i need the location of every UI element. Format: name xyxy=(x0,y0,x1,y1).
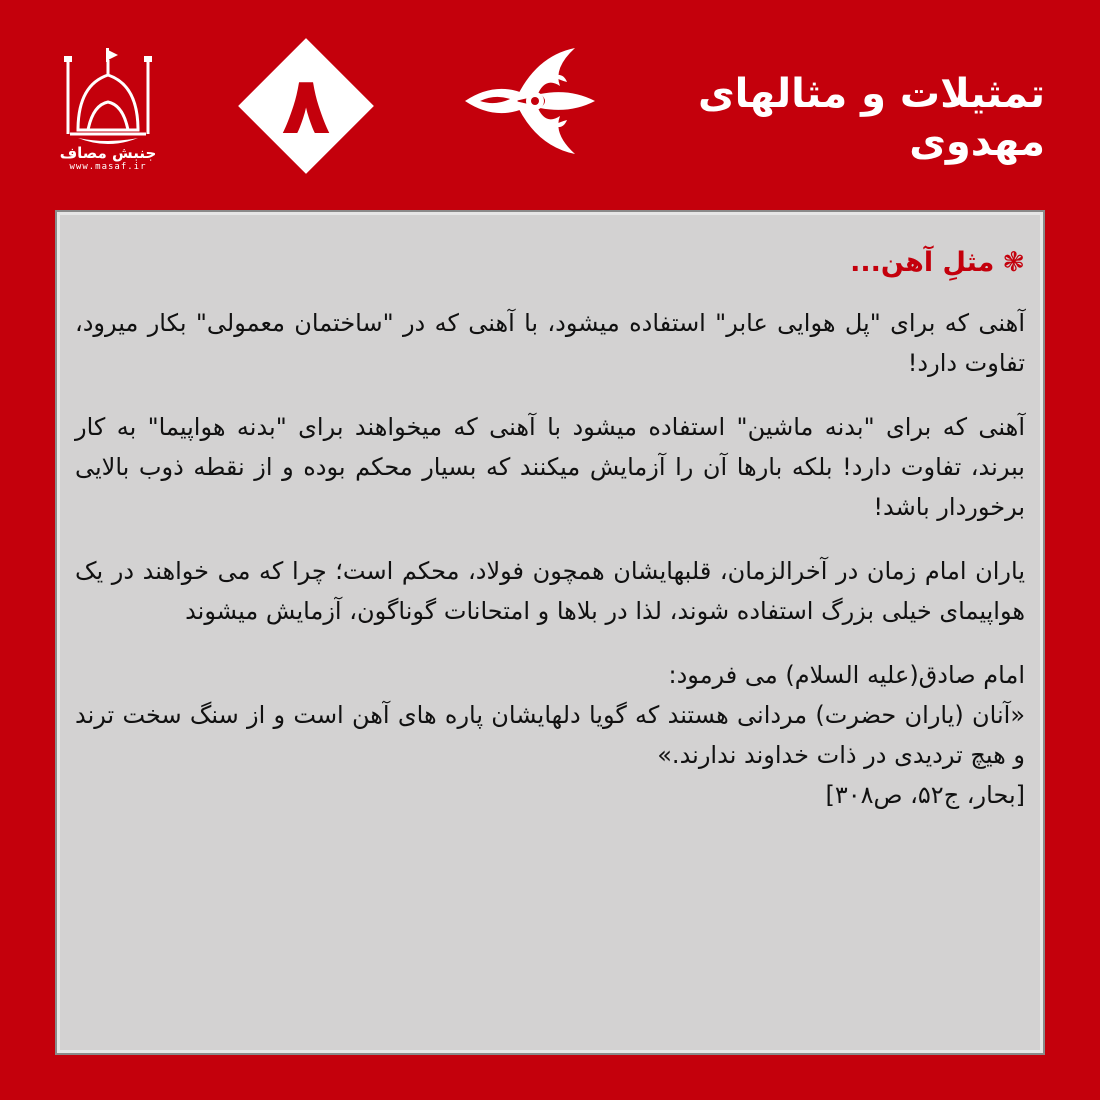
quote-intro: امام صادق(علیه السلام) می فرمود: xyxy=(668,661,1025,689)
eslimi-ornament-icon xyxy=(455,36,605,166)
article xyxy=(75,243,1025,815)
paragraph-3: یاران امام زمان در آخرالزمان، قلبهایشان همچون فولاد، محکم است؛ چرا که می خواهند در یک هواپیمای خیلی بزرگ استفاده شوند، لذا در بلاها و امتحانات گوناگون، آزمایش میشوند xyxy=(75,557,1025,625)
logo-brand-text: جنبش مصاف xyxy=(59,144,157,162)
episode-number: ۸ xyxy=(281,59,331,152)
quote-text: «آنان (یاران حضرت) مردانی هستند که گویا دلهایشان پاره های آهن است و از سنگ سخت ترند و هیچ تردیدی در ذات خداوند ندارند.» xyxy=(75,701,1025,769)
article-heading xyxy=(75,243,1025,283)
quote-block xyxy=(75,655,1025,815)
citation: [بحار، ج۵۲، ص۳۰۸] xyxy=(825,781,1025,809)
paragraph-2: آهنی که برای "بدنه ماشین" استفاده میشود با آهنی که میخواهند برای "بدنه هواپیما" به کار ببرند، تفاوت دارد! بلکه بارها آن را آزمایش میکنند که بسیار محکم بوده و از نقطه ذوب بالایی برخوردار باشد! xyxy=(75,413,1025,521)
paragraph-1: آهنی که برای "پل هوایی عابر" استفاده میشود، با آهنی که در "ساختمان معمولی" بکار میرود، تفاوت دارد! xyxy=(75,309,1025,377)
page-title: تمثیلات و مثالهای مهدوی xyxy=(698,71,1045,165)
masaf-logo xyxy=(48,30,168,190)
logo-url-text: www.masaf.ir xyxy=(69,162,147,172)
masaf-logo-icon xyxy=(48,30,168,150)
flower-icon: ❃ xyxy=(1002,247,1025,278)
episode-number-badge xyxy=(238,38,374,174)
heading-text: مثلِ آهن... xyxy=(850,247,995,278)
